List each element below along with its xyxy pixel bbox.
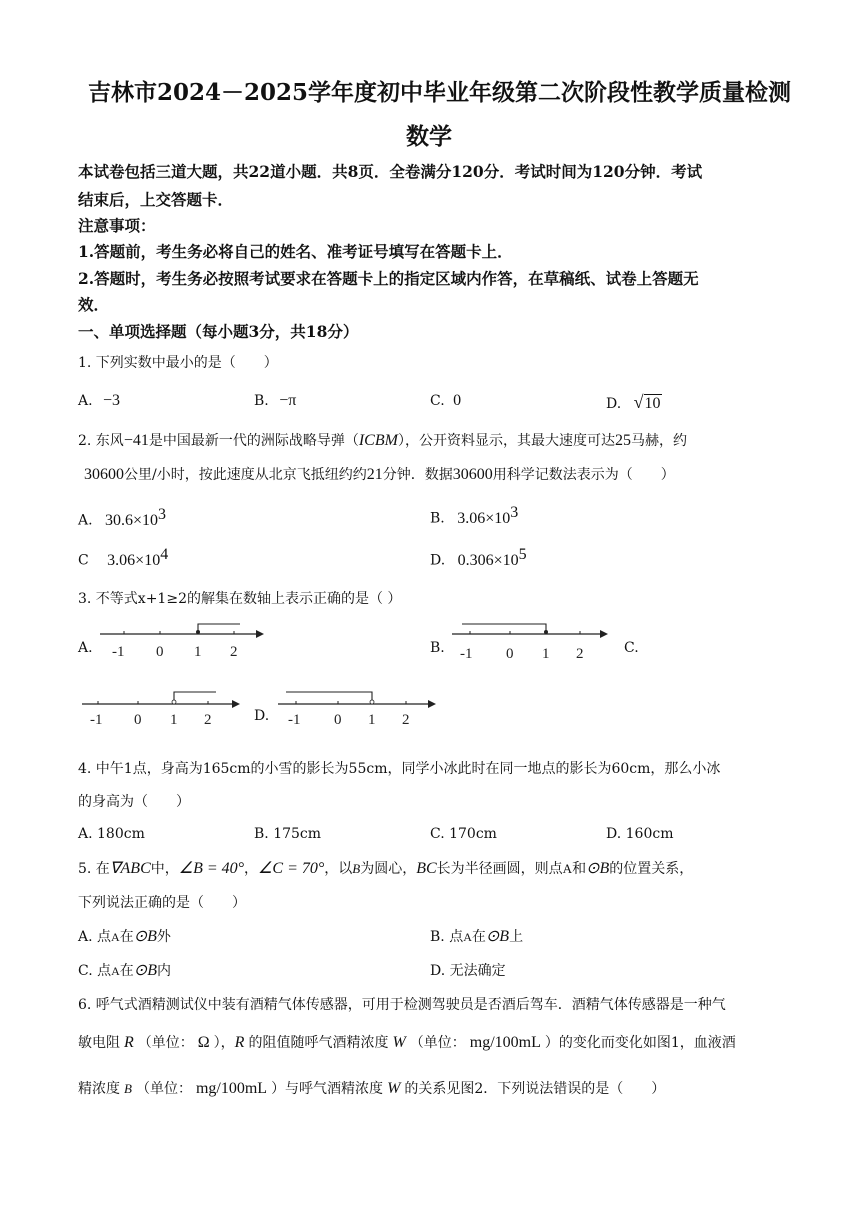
text-run: 在 <box>471 929 486 945</box>
option-value: −3 <box>103 392 121 409</box>
axis-arrow <box>256 630 264 638</box>
sqrt-symbol: √ <box>633 392 644 412</box>
text-run: （单位： <box>137 1035 194 1051</box>
q2-option-b <box>430 504 518 528</box>
q2-line-1 <box>78 430 687 450</box>
q3-label-b: B. <box>430 640 445 656</box>
math-run: R <box>234 1034 245 1051</box>
text-run: 精浓度 <box>78 1081 120 1097</box>
text-run: ）的变化而变化如图1，血液酒 <box>544 1035 736 1051</box>
q1-option-d <box>606 392 662 413</box>
q5-line-1 <box>78 858 693 878</box>
math-run: 21 <box>366 466 383 483</box>
q2-line-2 <box>84 464 675 484</box>
notice-2b: 效． <box>78 295 110 314</box>
q5-line-2: 下列说法正确的是（ ） <box>78 895 246 911</box>
text-run: ），公开资料显示，其最大速度可达 <box>397 433 615 449</box>
tick-label: -1 <box>288 712 301 728</box>
q6-line-1: 6. 呼气式酒精测试仪中装有酒精气体传感器，可用于检测驾驶员是否酒后驾车．酒精气体传感器是一种气 <box>78 997 726 1013</box>
math-run: −41 <box>123 432 149 449</box>
math-run: BC <box>416 860 437 877</box>
option-label: C. <box>430 393 445 409</box>
math-run: B <box>124 1081 132 1096</box>
text-run: 的阻值随呼气酒精浓度 <box>248 1035 389 1051</box>
exponent: 5 <box>518 546 527 563</box>
number-line-c <box>78 686 244 730</box>
exponent: 4 <box>160 546 169 563</box>
tick-label: 0 <box>156 644 164 660</box>
q4-option-b: B. 175cm <box>254 826 322 842</box>
tick-label: 1 <box>194 644 202 660</box>
q2-option-d <box>430 546 527 570</box>
text-run: 5. 在 <box>78 861 110 877</box>
q4-option-d: D. 160cm <box>606 826 674 842</box>
text-run: ， <box>244 861 259 877</box>
math-run: A <box>111 930 120 944</box>
tick-label: 2 <box>230 644 238 660</box>
text-run: 的关系见图2．下列说法错误的是（ ） <box>404 1081 666 1097</box>
option-value: 10 <box>644 395 661 412</box>
text-run: 分钟．数据 <box>382 467 453 483</box>
option-label: A. <box>78 512 93 529</box>
math-run: ⊙B <box>485 928 510 945</box>
option-value: 30.6×10 <box>105 511 159 529</box>
q1-option-c <box>430 392 461 410</box>
option-value: 3.06×10 <box>457 509 511 527</box>
option-value: −π <box>279 392 297 409</box>
q1-option-b <box>254 392 296 410</box>
q2-option-a <box>78 506 166 530</box>
solution-bracket <box>286 692 372 704</box>
math-run: 30600 <box>452 466 493 483</box>
number-line-d <box>274 686 440 730</box>
math-run: R <box>124 1034 134 1051</box>
tick-label: 2 <box>576 646 584 662</box>
q3-label-d: D. <box>254 708 270 724</box>
text-run: （单位： <box>409 1035 466 1051</box>
q4-option-a: A. 180cm <box>78 826 145 842</box>
text-run: 上 <box>509 929 524 945</box>
option-label: A. <box>78 393 93 409</box>
tick-label: 0 <box>334 712 342 728</box>
q6-line-3 <box>78 1078 665 1098</box>
math-run: A <box>111 964 120 978</box>
exponent: 3 <box>510 504 519 521</box>
q4-line-1: 4. 中午1点，身高为165cm的小雪的影长为55cm，同学小冰此时在同一地点的影长为60cm，那么小冰 <box>78 761 721 777</box>
q1-stem: 1. 下列实数中最小的是（ ） <box>78 355 278 371</box>
math-run: A <box>463 930 472 944</box>
tick-label: 0 <box>134 712 142 728</box>
tick-label: 1 <box>368 712 376 728</box>
text-run: 长为半径画圆，则点 <box>436 861 563 877</box>
tick-label: -1 <box>460 646 473 662</box>
text-run: 为圆心， <box>360 861 417 877</box>
q4-option-c: C. 170cm <box>430 826 497 842</box>
text-run: C. 点 <box>78 963 112 979</box>
solution-bracket <box>462 624 546 634</box>
text-run: ，以 <box>324 861 353 877</box>
solution-bracket <box>174 692 216 704</box>
solid-point <box>196 630 200 634</box>
text-run: 马赫，约 <box>630 433 687 449</box>
tick-label: 0 <box>506 646 514 662</box>
q3-stem: 3. 不等式x+1≥2的解集在数轴上表示正确的是（ ） <box>78 591 402 607</box>
axis-arrow <box>600 630 608 638</box>
tick-label: 2 <box>402 712 410 728</box>
q5-option-c <box>78 960 171 980</box>
option-label: B. <box>430 510 445 527</box>
q3-label-c: C. <box>624 640 639 656</box>
math-run: ICBM <box>358 432 398 449</box>
q6-line-2 <box>78 1032 736 1052</box>
subject-title: 数学 <box>406 123 452 150</box>
text-run: 内 <box>156 963 171 979</box>
math-run: W <box>387 1080 401 1097</box>
number-line-a <box>96 620 266 664</box>
tick-label: 2 <box>204 712 212 728</box>
option-value: 0.306×10 <box>457 551 519 569</box>
math-run: ∠B = 40° <box>178 860 245 877</box>
math-run: W <box>392 1034 406 1051</box>
exponent: 3 <box>158 506 167 523</box>
math-run: mg/100mL <box>195 1080 268 1097</box>
math-run: B <box>352 861 361 876</box>
tick-label: -1 <box>112 644 125 660</box>
text-run: A. 点 <box>78 929 112 945</box>
option-label: D. <box>430 552 446 569</box>
tick-label: 1 <box>170 712 178 728</box>
axis-arrow <box>232 700 240 708</box>
math-run: ∇ABC <box>109 860 151 877</box>
text-run: 外 <box>156 929 171 945</box>
solid-point <box>544 630 548 634</box>
text-run: 2. 东风 <box>78 433 124 449</box>
math-run: mg/100mL <box>469 1034 541 1051</box>
text-run: 是中国最新一代的洲际战略导弹（ <box>148 433 359 449</box>
q4-line-2: 的身高为（ ） <box>78 794 190 810</box>
text-run: 和 <box>572 861 587 877</box>
text-run: 敏电阻 <box>78 1035 120 1051</box>
option-label: D. <box>606 396 622 412</box>
math-run: ⊙B <box>586 860 610 877</box>
text-run: 中， <box>150 861 179 877</box>
text-run: 公里/小时，按此速度从北京飞抵纽约约 <box>124 467 367 483</box>
q5-option-d: D. 无法确定 <box>430 963 506 979</box>
q5-option-a <box>78 926 171 946</box>
text-run: 用科学记数法表示为（ ） <box>492 467 675 483</box>
intro-line-1: 本试卷包括三道大题，共22道小题．共8页．全卷满分120分．考试时间为120分钟．考试 <box>78 162 703 181</box>
page-title: 吉林市2024－2025学年度初中毕业年级第二次阶段性教学质量检测 <box>88 79 792 106</box>
open-point <box>172 700 176 704</box>
math-run: ⊙B <box>133 962 157 979</box>
option-value: 3.06×10 <box>107 551 161 569</box>
text-run: ）与呼气酒精浓度 <box>271 1081 384 1097</box>
q3-label-a: A. <box>78 640 93 656</box>
text-run: 在 <box>119 929 134 945</box>
notice-1: 1.答题前，考生务必将自己的姓名、准考证号填写在答题卡上． <box>78 242 513 261</box>
q1-option-a <box>78 392 120 410</box>
tick-label: -1 <box>90 712 103 728</box>
q5-option-b <box>430 926 523 946</box>
math-run: ∠C = 70° <box>258 860 325 877</box>
math-run: 30600 <box>84 466 124 483</box>
math-run: 25 <box>614 432 631 449</box>
math-run: Ω <box>197 1034 210 1051</box>
option-label: B. <box>254 393 269 409</box>
option-label: C <box>78 552 89 569</box>
text-run: 的位置关系， <box>609 861 694 877</box>
math-run: A <box>562 861 573 876</box>
tick-label: 1 <box>542 646 550 662</box>
notice-title: 注意事项： <box>78 216 156 235</box>
text-run: ）， <box>213 1035 235 1051</box>
q2-option-c <box>78 546 168 570</box>
intro-line-2: 结束后，上交答题卡． <box>78 190 234 209</box>
open-point <box>370 700 374 704</box>
text-run: （单位： <box>135 1081 192 1097</box>
number-line-b <box>448 620 612 664</box>
axis-arrow <box>428 700 436 708</box>
math-run: ⊙B <box>133 928 157 945</box>
text-run: 在 <box>119 963 134 979</box>
option-value: 0 <box>453 392 462 409</box>
text-run: B. 点 <box>430 929 464 945</box>
notice-2a: 2.答题时，考生务必按照考试要求在答题卡上的指定区域内作答，在草稿纸、试卷上答题无 <box>78 269 699 288</box>
section-heading: 一、单项选择题（每小题3分，共18分） <box>78 322 359 341</box>
